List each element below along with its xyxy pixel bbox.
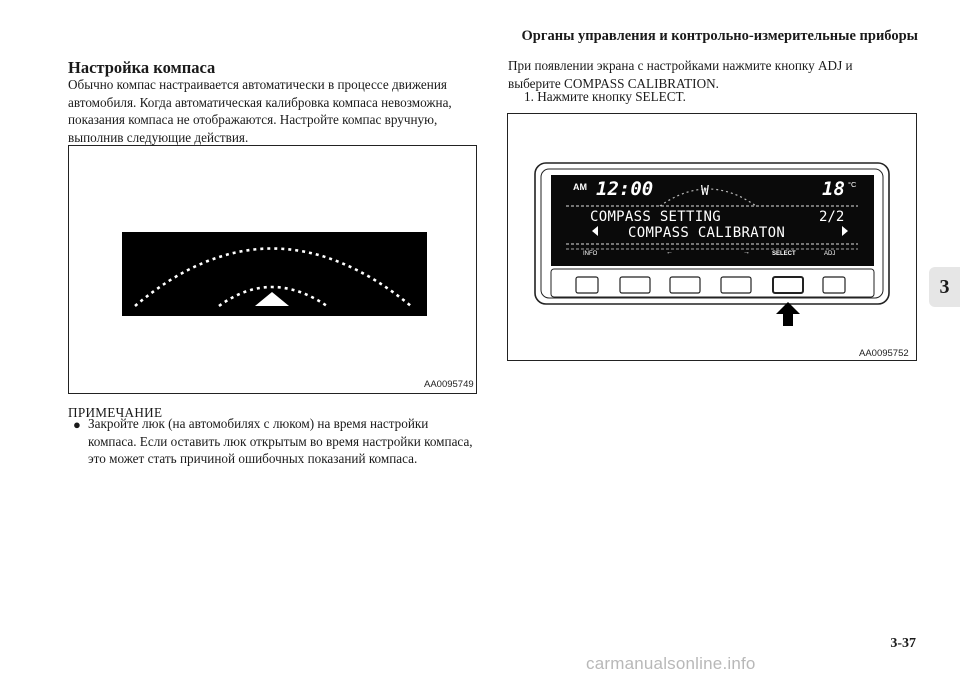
display-line1-page: 2/2 (819, 209, 845, 225)
chapter-tab: 3 (929, 267, 960, 307)
softkey-label-select: SELECT (772, 251, 796, 257)
display-compass-dir: W (701, 184, 709, 199)
note-text: Закройте люк (на автомобилях с люком) на время настройки компаса. Если оставить люк открытым во время настройки компаса, это может стать причиной ошибочных показаний компаса. (88, 416, 473, 467)
arrow-up-icon (776, 302, 800, 326)
display-temperature: 18 (822, 178, 845, 200)
display-temp-unit: °C (848, 180, 857, 189)
compass-arc-illustration (69, 146, 476, 393)
note-heading: ПРИМЕЧАНИЕ (68, 405, 163, 420)
display-time: 12:00 (596, 178, 654, 200)
display-line1-text: COMPASS SETTING (590, 209, 721, 225)
figure-code: AA0095752 (859, 348, 909, 359)
note-bullet: ● (73, 417, 81, 432)
softkey-label-adj: ADJ (824, 251, 836, 257)
section-title: Настройка компаса (68, 58, 216, 77)
display-period: AM (573, 182, 587, 192)
figure-code: AA0095749 (424, 379, 474, 390)
page-number: 3-37 (890, 636, 916, 651)
softkey-label-right: → (743, 249, 750, 256)
step-1: 1. Нажмите кнопку SELECT. (524, 89, 686, 104)
running-header: Органы управления и контрольно-измерительные приборы (521, 28, 918, 44)
display-line2-text: COMPASS CALIBRATON (628, 225, 786, 241)
figure-compass-display (68, 145, 477, 394)
intro-paragraph: Обычно компас настраивается автоматически в процессе движения автомобиля. Когда автоматическая калибровка компаса невозможна, показания компаса не отображаются. Настройте компас вручную, выполнив следующие действия. (68, 77, 452, 145)
watermark: carmanualsonline.info (586, 654, 756, 673)
figure-multi-info-display (507, 113, 917, 361)
softkey-label-left: ← (666, 249, 673, 256)
instruction-paragraph: При появлении экрана с настройками нажмите кнопку ADJ и выберите COMPASS CALIBRATION. (508, 58, 853, 91)
softkey-label-info: INFO (583, 251, 598, 257)
